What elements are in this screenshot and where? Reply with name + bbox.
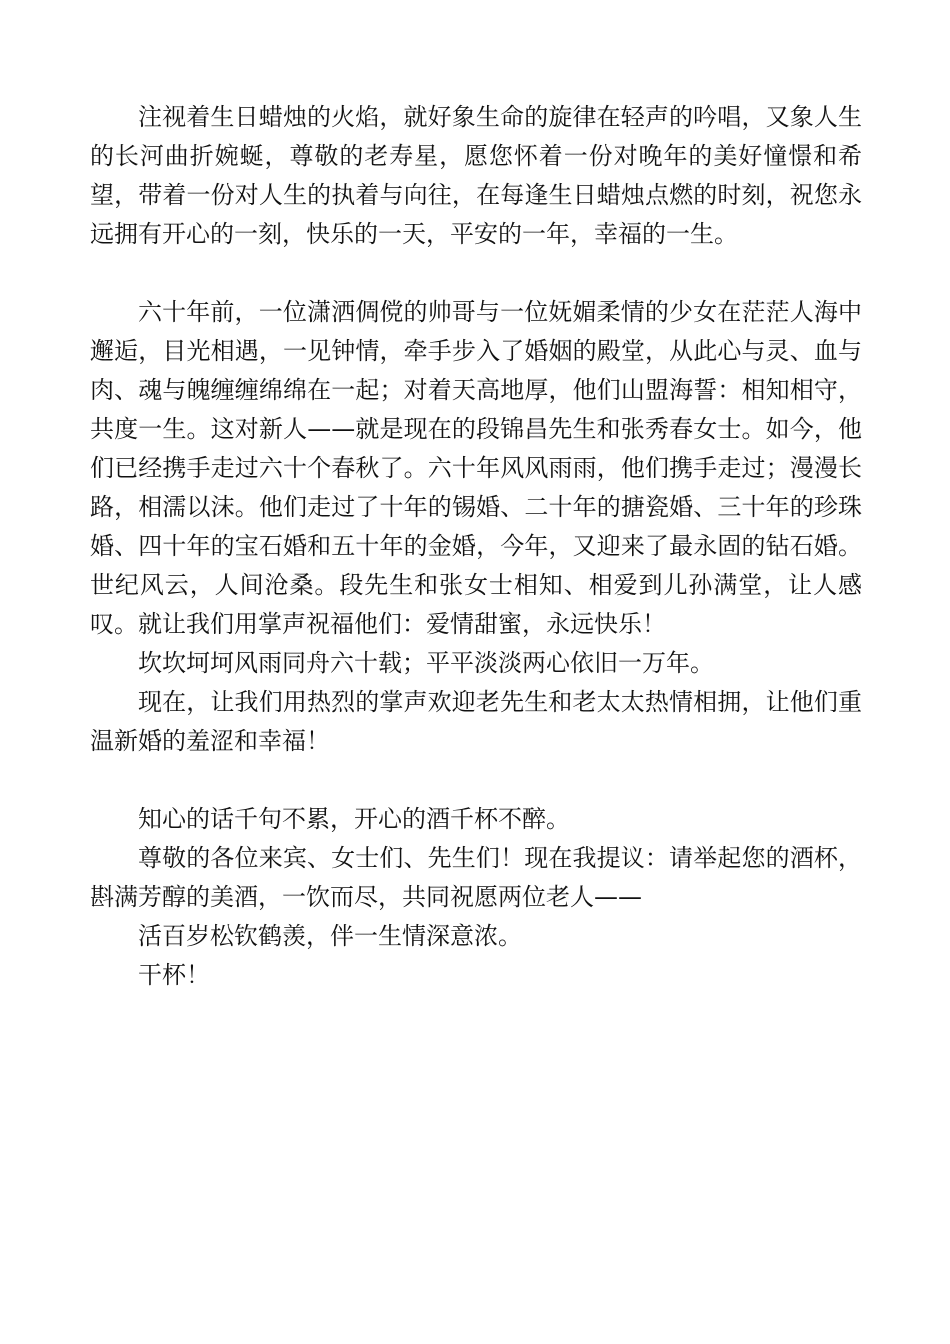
paragraph-toast-wish: 活百岁松钦鹤羡，伴一生情深意浓。 [138,922,522,950]
paragraph-diamond-wedding-story: 六十年前，一位潇洒倜傥的帅哥与一位妩媚柔情的少女在茫茫人海中邂逅，目光相遇，一见钟情，牵手步入了婚姻的殿堂，从此心与灵、血与肉、魂与魄缠缠绵绵在一起；对着天高地厚，他们山盟海誓：相知相守，共度一生。这对新人——就是现在的段锦昌先生和张秀春女士。如今，他们已经携手走过六十个春秋了。六十年风风雨雨，他们携手走过；漫漫长路，相濡以沫。他们走过了十年的锡婚、二十年的搪瓷婚、三十年的珍珠婚、四十年的宝石婚和五十年的金婚，今年，又迎来了最永固的钻石婚。世纪风云，人间沧桑。段先生和张女士相知、相爱到儿孙满堂，让人感叹。就让我们用掌声祝福他们：爱情甜蜜，永远快乐！ [90,298,862,638]
paragraph-cheers: 干杯！ [138,961,210,989]
paragraph-spacer [90,254,862,293]
paragraph-toast-proposal: 尊敬的各位来宾、女士们、先生们！现在我提议：请举起您的酒杯，斟满芳醇的美酒，一饮而尽，共同祝愿两位老人—— [90,844,862,911]
paragraph-spacer [90,761,862,800]
paragraph-birthday-blessing: 注视着生日蜡烛的火焰，就好象生命的旋律在轻声的吟唱，又象人生的长河曲折婉蜒，尊敬的老寿星，愿您怀着一份对晚年的美好憧憬和希望，带着一份对人生的执着与向往，在每逢生日蜡烛点燃的时刻，祝您永远拥有开心的一刻，快乐的一天，平安的一年，幸福的一生。 [90,103,862,248]
paragraph-embrace-invitation: 现在，让我们用热烈的掌声欢迎老先生和老太太热情相拥，让他们重温新婚的羞涩和幸福！ [90,688,862,755]
document-body [90,98,862,995]
paragraph-couplet: 坎坎坷坷风雨同舟六十载；平平淡淡两心依旧一万年。 [138,649,714,677]
paragraph-toast-opening: 知心的话千句不累，开心的酒千杯不醉。 [138,805,570,833]
